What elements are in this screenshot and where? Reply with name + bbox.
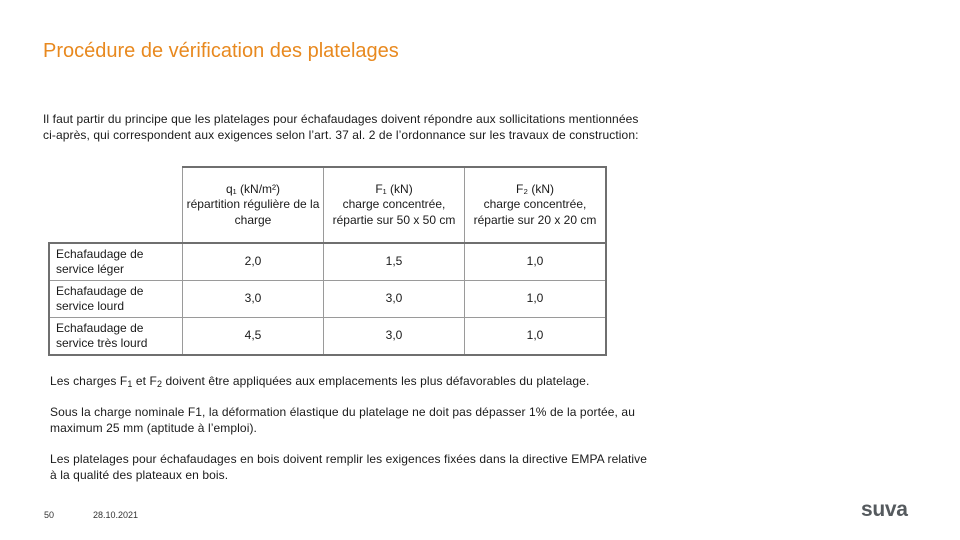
slide-title: Procédure de vérification des platelages [43, 40, 399, 62]
table-row [49, 318, 606, 356]
footer-date: 28.10.2021 [93, 510, 139, 520]
header-f2-title: F₂ (kN) [516, 181, 554, 196]
suva-logo: suva [861, 498, 908, 521]
header-f1-desc: charge concentrée, répartie sur 50 x 50 cm [332, 197, 456, 227]
header-f1-title: F₁ (kN) [375, 181, 413, 196]
page-number: 50 [44, 510, 55, 520]
cell-leger-q1: 2,0 [183, 243, 324, 281]
note-p1-mid: et F [132, 374, 157, 388]
table-row [49, 281, 606, 318]
header-q1-title: q₁ (kN/m²) [225, 181, 281, 196]
note-p1-sub1: 1 [127, 379, 133, 389]
row-label-lourd: Echafaudage de service lourd [49, 281, 183, 318]
table-row [49, 243, 606, 281]
table-header-row [49, 167, 606, 243]
header-f2-desc: charge concentrée, répartie sur 20 x 20 cm [473, 197, 597, 227]
header-f2 [465, 167, 607, 243]
cell-leger-f2: 1,0 [465, 243, 607, 281]
note-empa-directive: Les platelages pour échafaudages en bois doivent remplir les exigences fixées dans la directive EMPA relative à la qualité des plateaux en bois. [50, 452, 648, 482]
cell-tres-lourd-q1: 4,5 [183, 318, 324, 356]
cell-lourd-q1: 3,0 [183, 281, 324, 318]
header-q1 [183, 167, 324, 243]
note-p1-post: doivent être appliquées aux emplacements les plus défavorables du platelage. [162, 374, 590, 388]
note-deformation: Sous la charge nominale F1, la déformation élastique du platelage ne doit pas dépasser 1% de la portée, au maximum 25 mm (aptitude à l’emploi). [50, 405, 635, 435]
row-label-leger: Echafaudage de service léger [49, 243, 183, 281]
load-requirements-table [48, 166, 607, 356]
cell-lourd-f2: 1,0 [465, 281, 607, 318]
cell-leger-f1: 1,5 [324, 243, 465, 281]
header-f1 [324, 167, 465, 243]
cell-tres-lourd-f2: 1,0 [465, 318, 607, 356]
row-label-tres-lourd: Echafaudage de service très lourd [49, 318, 183, 356]
cell-lourd-f1: 3,0 [324, 281, 465, 318]
note-load-placement [50, 373, 650, 392]
intro-paragraph: Il faut partir du principe que les platelages pour échafaudages doivent répondre aux sollicitations mentionnées ci-après, qui correspondent aux exigences selon l’art. 37 al. 2 de l’ordonnance sur les travaux de construction: [43, 112, 639, 142]
note-p1-pre: Les charges F [50, 374, 128, 388]
cell-tres-lourd-f1: 3,0 [324, 318, 465, 356]
header-q1-desc: répartition régulière de la charge [186, 197, 320, 227]
note-p1-sub2: 2 [156, 379, 163, 389]
table-corner-cell [49, 167, 183, 243]
